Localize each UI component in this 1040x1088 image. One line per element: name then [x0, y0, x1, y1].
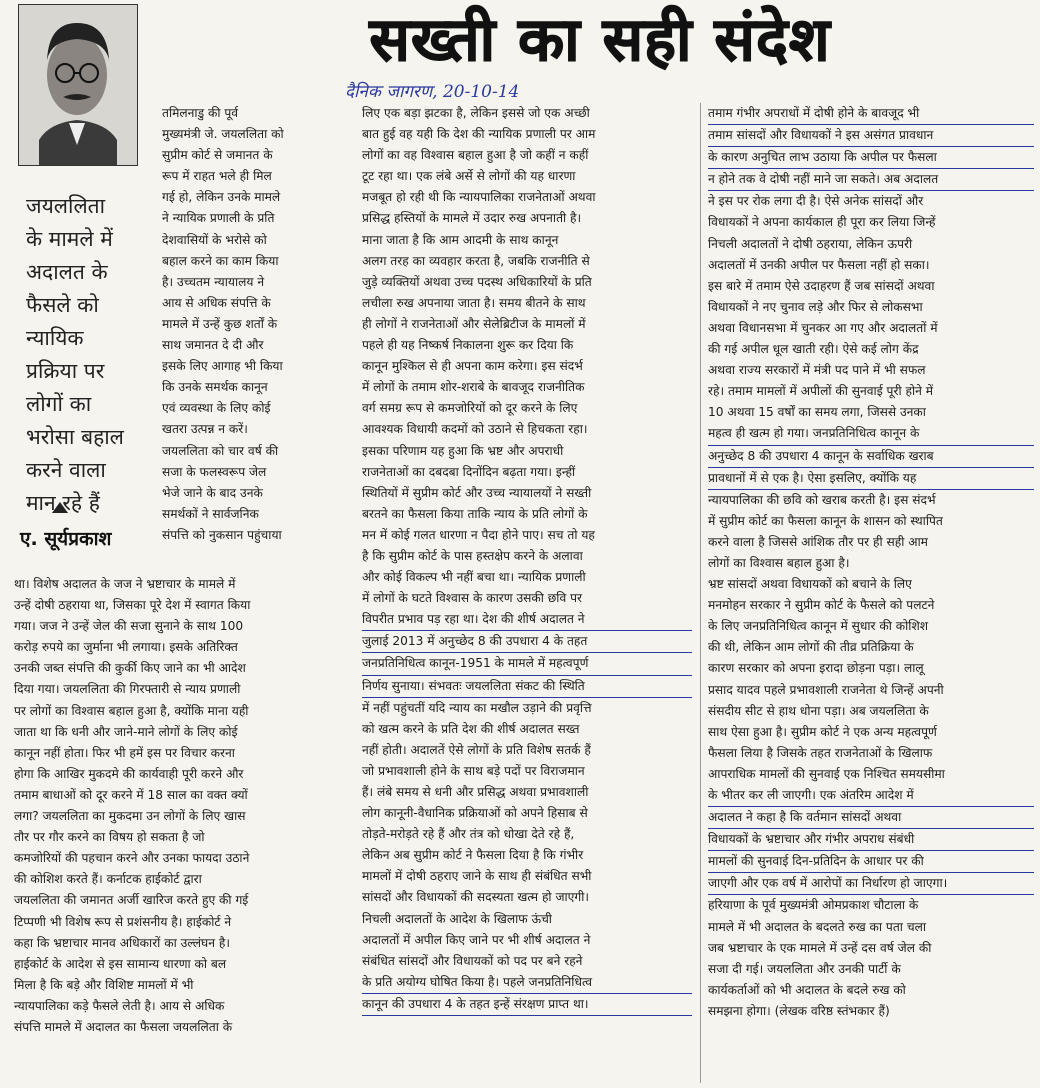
text-line: मामलों में दोषी ठहराए जाने के साथ ही संबंधित सभी: [362, 869, 592, 884]
text-line: मामले में उन्हें कुछ शर्तों के: [162, 316, 278, 331]
text-line: गया। जज ने उन्हें जेल की सजा सुनाने के साथ 100: [14, 619, 244, 634]
text-line: जनप्रतिनिधित्व कानून-1951 के मामले में महत्वपूर्ण: [362, 653, 692, 675]
text-line: इसका परिणाम यह हुआ कि भ्रष्ट और अपराधी: [362, 443, 564, 458]
text-line: स्थितियों में सुप्रीम कोर्ट और उच्च न्यायालयों ने सख्ती: [362, 485, 592, 500]
text-line: तमाम बाधाओं को दूर करने में 18 साल का वक्त क्यों: [14, 787, 248, 802]
text-line: मामले में भी अदालत के बदलते रुख का पता चला: [708, 919, 926, 934]
text-line: बात हुई वह यही कि देश की न्यायिक प्रणाली पर आम: [362, 127, 596, 142]
text-line: जयललिता को चार वर्ष की: [162, 443, 279, 458]
text-line: टूट रहा था। एक लंबे अर्से से लोगों की यह धारणा: [362, 169, 576, 184]
text-line: हैं। लंबे समय से धनी और प्रसिद्ध अथवा प्रभावशाली: [362, 785, 589, 799]
pull-quote-line: अदालत के: [26, 260, 108, 284]
pull-quote-line: फैसले को: [26, 293, 99, 317]
text-line: जाता था कि धनी और जाने-माने लोगों के लिए कोई: [14, 724, 238, 739]
text-line: लचीला रुख अपनाया जाता है। समय बीतने के साथ: [362, 295, 586, 310]
text-line: बरतने का फैसला किया ताकि न्याय के प्रति लोगों के: [362, 506, 588, 521]
text-line: जाएगी और एक वर्ष में आरोपों का निर्धारण हो जाएगा।: [708, 873, 1034, 895]
text-line: कानून मुश्किल से ही अपना काम करेगा। इस संदर्भ: [362, 359, 583, 374]
text-line: अनुच्छेद 8 की उपधारा 4 कानून के सर्वाधिक खराब: [708, 446, 1034, 468]
text-line: मामलों की सुनवाई दिन-प्रतिदिन के आधार पर की: [708, 851, 1034, 873]
column-2: [362, 103, 692, 1085]
text-line: पहले ही यह निष्कर्ष निकालना शुरू कर दिया कि: [362, 338, 574, 353]
text-line: दिया गया। जयललिता की गिरफ्तारी से न्याय प्रणाली: [14, 682, 241, 697]
text-line: था। विशेष अदालत के जज ने भ्रष्टाचार के मामले में: [14, 577, 236, 591]
text-line: करने वाला है जिससे आंशिक तौर पर ही सही आम: [708, 534, 928, 549]
text-line: कमजोरियों की पहचान करने और उनका फायदा उठाने: [14, 851, 250, 866]
text-line: विधायकों के भ्रष्टाचार और गंभीर अपराध संबंधी: [708, 829, 1034, 851]
text-line: साथ जमानत दे दी और: [162, 338, 264, 353]
text-line: के भीतर कर ली जाएगी। एक अंतरिम आदेश में: [708, 785, 1034, 807]
text-line: इसके लिए आगाह भी किया: [162, 359, 283, 374]
text-line: संबंधित सांसदों और विधायकों को पद पर बने रहने: [362, 953, 583, 968]
text-line: तौर पर गौर करने का विषय हो सकता है जो: [14, 830, 205, 845]
text-line: के प्रति अयोग्य घोषित किया है। पहले जनप्रतिनिधित्व: [362, 972, 692, 994]
text-line: ही लोगों ने राजनेताओं और सेलेब्रिटीज के मामलों में: [362, 316, 586, 331]
text-line: होगा कि आखिर मुकदमे की कार्यवाही पूरी करने और: [14, 766, 244, 781]
text-line: अदालतों में अपील किए जाने पर भी शीर्ष अदालत ने: [362, 932, 591, 947]
text-line: सुप्रीम कोर्ट से जमानत के: [162, 148, 273, 163]
text-line: संपत्ति को नुकसान पहुंचाया: [162, 527, 282, 542]
text-line: समझना होगा। (लेखक वरिष्ठ स्तंभकार हैं): [708, 1003, 890, 1018]
text-line: जब भ्रष्टाचार के एक मामले में उन्हें दस वर्ष जेल की: [708, 940, 932, 955]
text-line: साथ ऐसा हुआ है। सुप्रीम कोर्ट ने एक अन्य महत्वपूर्ण: [708, 724, 937, 739]
column-1-bottom: [14, 574, 358, 1084]
text-line: नहीं होती। अदालतें ऐसे लोगों के प्रति विशेष सतर्क हैं: [362, 742, 591, 757]
text-line: कानून की उपधारा 4 के तहत इन्हें संरक्षण प्राप्त था।: [362, 994, 692, 1016]
text-line: ने इस पर रोक लगा दी है। ऐसे अनेक सांसदों और: [708, 194, 924, 209]
text-line: मन में कोई गलत धारणा न पैदा होने पाए। सच तो यह: [362, 527, 595, 542]
author-photo: [18, 4, 138, 166]
text-line: को खत्म करने के प्रति देश की शीर्ष अदालत सख्त: [362, 721, 580, 736]
text-line: में लोगों के घटते विश्वास के कारण उसकी छवि पर: [362, 591, 583, 606]
text-line: देशवासियों के भरोसे को: [162, 232, 267, 247]
text-line: प्रसिद्ध हस्तियों के मामले में उदार रुख अपनाती है।: [362, 211, 582, 226]
text-line: वर्ग समग्र रूप से कमजोरियों को दूर करने के लिए: [362, 401, 578, 416]
pull-quote-line: प्रक्रिया पर: [26, 359, 105, 383]
column-3: [708, 103, 1034, 1085]
text-line: न्यायपालिका की छवि को खराब करती है। इस संदर्भ: [708, 492, 936, 507]
text-line: लोग कानूनी-वैधानिक प्रक्रियाओं को अपने हिसाब से: [362, 806, 588, 821]
text-line: ने न्यायिक प्रणाली के प्रति: [162, 211, 275, 226]
text-line: करोड़ रुपये का जुर्माना भी लगाया। इसके अतिरिक्त: [14, 640, 238, 655]
text-line: प्रावधानों में से एक है। ऐसा इसलिए, क्योंकि यह: [708, 468, 1034, 490]
text-line: विधायकों ने नए चुनाव लड़े और फिर से लोकसभा: [708, 299, 923, 314]
text-line: मुख्यमंत्री जे. जयललिता को: [162, 127, 284, 142]
text-line: खतरा उत्पन्न न करें।: [162, 422, 248, 437]
column-divider: [700, 103, 701, 1083]
text-line: जुलाई 2013 में अनुच्छेद 8 की उपधारा 4 के तहत: [362, 631, 692, 653]
text-line: कार्यकर्ताओं को भी अदालत के बदले रुख को: [708, 982, 906, 997]
text-line: आवश्यक विधायी कदमों को उठाने से हिचकता रहा।: [362, 422, 588, 437]
text-line: एवं व्यवस्था के लिए कोई: [162, 401, 271, 416]
text-line: अदालत ने कहा है कि वर्तमान सांसदों अथवा: [708, 807, 1034, 829]
text-line: कि उनके समर्थक कानून: [162, 380, 268, 395]
pull-quote: [26, 190, 148, 520]
pull-quote-line: के मामले में: [26, 227, 113, 251]
text-line: मजबूत हो रही थी कि न्यायपालिका राजनेताओं अथवा: [362, 190, 596, 205]
text-line: आय से अधिक संपत्ति के: [162, 295, 271, 310]
text-line: में सुप्रीम कोर्ट का फैसला कानून के शासन को स्थापित: [708, 513, 943, 528]
pull-quote-line: भरोसा बहाल: [26, 425, 124, 449]
text-line: में नहीं पहुंचतीं यदि न्याय का मखौल उड़ाने की प्रवृत्ति: [362, 700, 592, 715]
text-line: विपरीत प्रभाव पड़ रहा था। देश की शीर्ष अदालत ने: [362, 609, 692, 631]
text-line: विधायकों ने अपना कार्यकाल ही पूरा कर लिया जिन्हें: [708, 215, 936, 230]
author-byline: ए. सूर्यप्रकाश: [20, 528, 112, 550]
column-1-top: [162, 103, 358, 573]
text-line: निचली अदालतों के आदेश के खिलाफ ऊंची: [362, 911, 552, 926]
pull-quote-line: न्यायिक: [26, 326, 84, 350]
text-line: निर्णय सुनाया। संभवतः जयललिता संकट की स्थिति: [362, 676, 692, 698]
text-line: संसदीय सीट से हाथ धोना पड़ा। अब जयललिता के: [708, 703, 929, 718]
text-line: अलग तरह का व्यवहार करता है, जबकि राजनीति से: [362, 253, 590, 268]
text-line: महत्व ही खत्म हो गया। जनप्रतिनिधित्व कानून के: [708, 423, 1034, 445]
text-line: लिए एक बड़ा झटका है, लेकिन इससे जो एक अच्छी: [362, 106, 590, 120]
text-line: कहा कि भ्रष्टाचार मानव अधिकारों का उल्लंघन है।: [14, 935, 230, 950]
text-line: संपत्ति मामले में अदालत का फैसला जयललिता के: [14, 1019, 233, 1034]
text-line: के लिए जनप्रतिनिधित्व कानून में सुधार की कोशिश: [708, 619, 929, 634]
pull-quote-line: करने वाला: [26, 458, 106, 482]
author-portrait-icon: [19, 5, 137, 165]
text-line: जो प्रभावशाली होने के साथ बड़े पदों पर विराजमान: [362, 763, 585, 778]
text-line: न होने तक वे दोषी नहीं माने जा सकते। अब अदालत: [708, 169, 1034, 191]
text-line: उन्हें दोषी ठहराया था, जिसका पूरे देश में स्वागत किया: [14, 598, 251, 613]
text-line: गई हो, लेकिन उनके मामले: [162, 190, 281, 205]
pull-quote-arrow-icon: [52, 502, 68, 513]
text-line: कानून नहीं होता। फिर भी हमें इस पर विचार करना: [14, 745, 235, 760]
handwritten-date-note: दैनिक जागरण, 20-10-14: [345, 82, 520, 102]
text-line: सजा के फलस्वरूप जेल: [162, 464, 267, 479]
text-line: मिला है कि बड़े और विशिष्ट मामलों में भी: [14, 977, 194, 992]
text-line: निचली अदालतों ने दोषी ठहराया, लेकिन ऊपरी: [708, 236, 913, 251]
text-line: की गई अपील धूल खाती रही। ऐसे कई लोग केंद्र: [708, 342, 919, 357]
text-line: हरियाणा के पूर्व मुख्यमंत्री ओमप्रकाश चौटाला के: [708, 898, 919, 913]
text-line: तमाम गंभीर अपराधों में दोषी होने के बावजूद भी: [708, 103, 1034, 125]
text-line: सांसदों और विधायकों की सदस्यता खत्म हो जाएगी।: [362, 890, 590, 905]
text-line: है। उच्चतम न्यायालय ने: [162, 274, 265, 289]
text-line: तोड़ते-मरोड़ते रहे हैं और तंत्र को धोखा देते रहे हैं,: [362, 827, 575, 842]
text-line: की कोशिश करते हैं। कर्नाटक हाईकोर्ट द्वारा: [14, 872, 202, 887]
text-line: और कोई विकल्प भी नहीं बचा था। न्यायिक प्रणाली: [362, 570, 586, 585]
text-line: की थी, लेकिन आम लोगों की तीव्र प्रतिक्रिया के: [708, 640, 914, 655]
text-line: तमाम सांसदों और विधायकों ने इस असंगत प्रावधान: [708, 125, 1034, 147]
text-line: लेकिन अब सुप्रीम कोर्ट ने फैसला दिया है कि गंभीर: [362, 848, 584, 863]
text-line: अदालतों में उनकी अपील पर फैसला नहीं हो सका।: [708, 257, 930, 272]
text-line: पर लोगों का विश्वास बहाल हुआ है, क्योंकि माना यही: [14, 703, 249, 718]
text-line: इस बारे में तमाम ऐसे उदाहरण हैं जब सांसदों अथवा: [708, 278, 935, 293]
text-line: रूप में राहत भले ही मिल: [162, 169, 272, 184]
text-line: राजनेताओं का दबदबा दिनोंदिन बढ़ता गया। इन्हीं: [362, 464, 576, 479]
text-line: के कारण अनुचित लाभ उठाया कि अपील पर फैसला: [708, 147, 1034, 169]
text-line: है कि सुप्रीम कोर्ट के पास हस्तक्षेप करने के अलावा: [362, 548, 583, 563]
text-line: लोगों का वह विश्वास बहाल हुआ है जो कहीं न कहीं: [362, 148, 589, 163]
text-line: न्यायपालिका कड़े फैसले लेती है। आय से अधिक: [14, 998, 225, 1013]
text-line: भेजे जाने के बाद उनके: [162, 485, 263, 500]
text-line: माना जाता है कि आम आदमी के साथ कानून: [362, 232, 559, 247]
text-line: लगा? जयललिता का मुकदमा उन लोगों के लिए खास: [14, 809, 246, 824]
text-line: हाईकोर्ट के आदेश से इस सामान्य धारणा को बल: [14, 956, 227, 971]
text-line: जयललिता की जमानत अर्जी खारिज करते हुए की गई: [14, 893, 249, 908]
text-line: समर्थकों ने सार्वजनिक: [162, 506, 259, 521]
text-line: भ्रष्ट सांसदों अथवा विधायकों को बचाने के लिए: [708, 577, 912, 592]
text-line: टिप्पणी भी विशेष रूप से प्रशंसनीय है। हाईकोर्ट ने: [14, 914, 232, 929]
text-line: अथवा राज्य सरकारों में मंत्री पद पाने में भी सफल: [708, 363, 926, 378]
pull-quote-line: मान रहे हैं: [26, 491, 100, 515]
text-line: बहाल करने का काम किया: [162, 253, 279, 268]
text-line: 10 अथवा 15 वर्षों का समय लगा, जिससे उनका: [708, 405, 926, 420]
text-line: रहे। तमाम मामलों में अपीलों की सुनवाई पूरी होने में: [708, 384, 934, 399]
text-line: आपराधिक मामलों की सुनवाई एक निश्चित समयसीमा: [708, 766, 945, 781]
text-line: में लोगों के तमाम शोर-शराबे के बावजूद राजनीतिक: [362, 380, 585, 395]
pull-quote-line: जयललिता: [26, 194, 106, 218]
text-line: सजा दी गई। जयललिता और उनकी पार्टी के: [708, 961, 901, 976]
text-line: अथवा विधानसभा में चुनकर आ गए और अदालतों में: [708, 320, 938, 335]
text-line: मनमोहन सरकार ने सुप्रीम कोर्ट के फैसले को पलटने: [708, 598, 935, 613]
text-line: जुड़े व्यक्तियों अथवा उच्च पदस्थ अधिकारियों के प्रति: [362, 274, 592, 289]
headline: सख्ती का सही संदेश: [369, 5, 831, 75]
text-line: फैसला लिया है जिसके तहत राजनेताओं के खिलाफ: [708, 745, 933, 760]
text-line: तमिलनाडु की पूर्व: [162, 106, 239, 120]
pull-quote-line: लोगों का: [26, 392, 92, 416]
text-line: प्रसाद यादव पहले प्रभावशाली राजनेता थे जिन्हें अपनी: [708, 682, 944, 697]
text-line: लोगों का विश्वास बहाल हुआ है।: [708, 555, 850, 570]
text-line: उनकी जब्त संपत्ति की कुर्की किए जाने का भी आदेश: [14, 661, 246, 676]
text-line: कारण सरकार को अपना इरादा छोड़ना पड़ा। लालू: [708, 661, 924, 676]
